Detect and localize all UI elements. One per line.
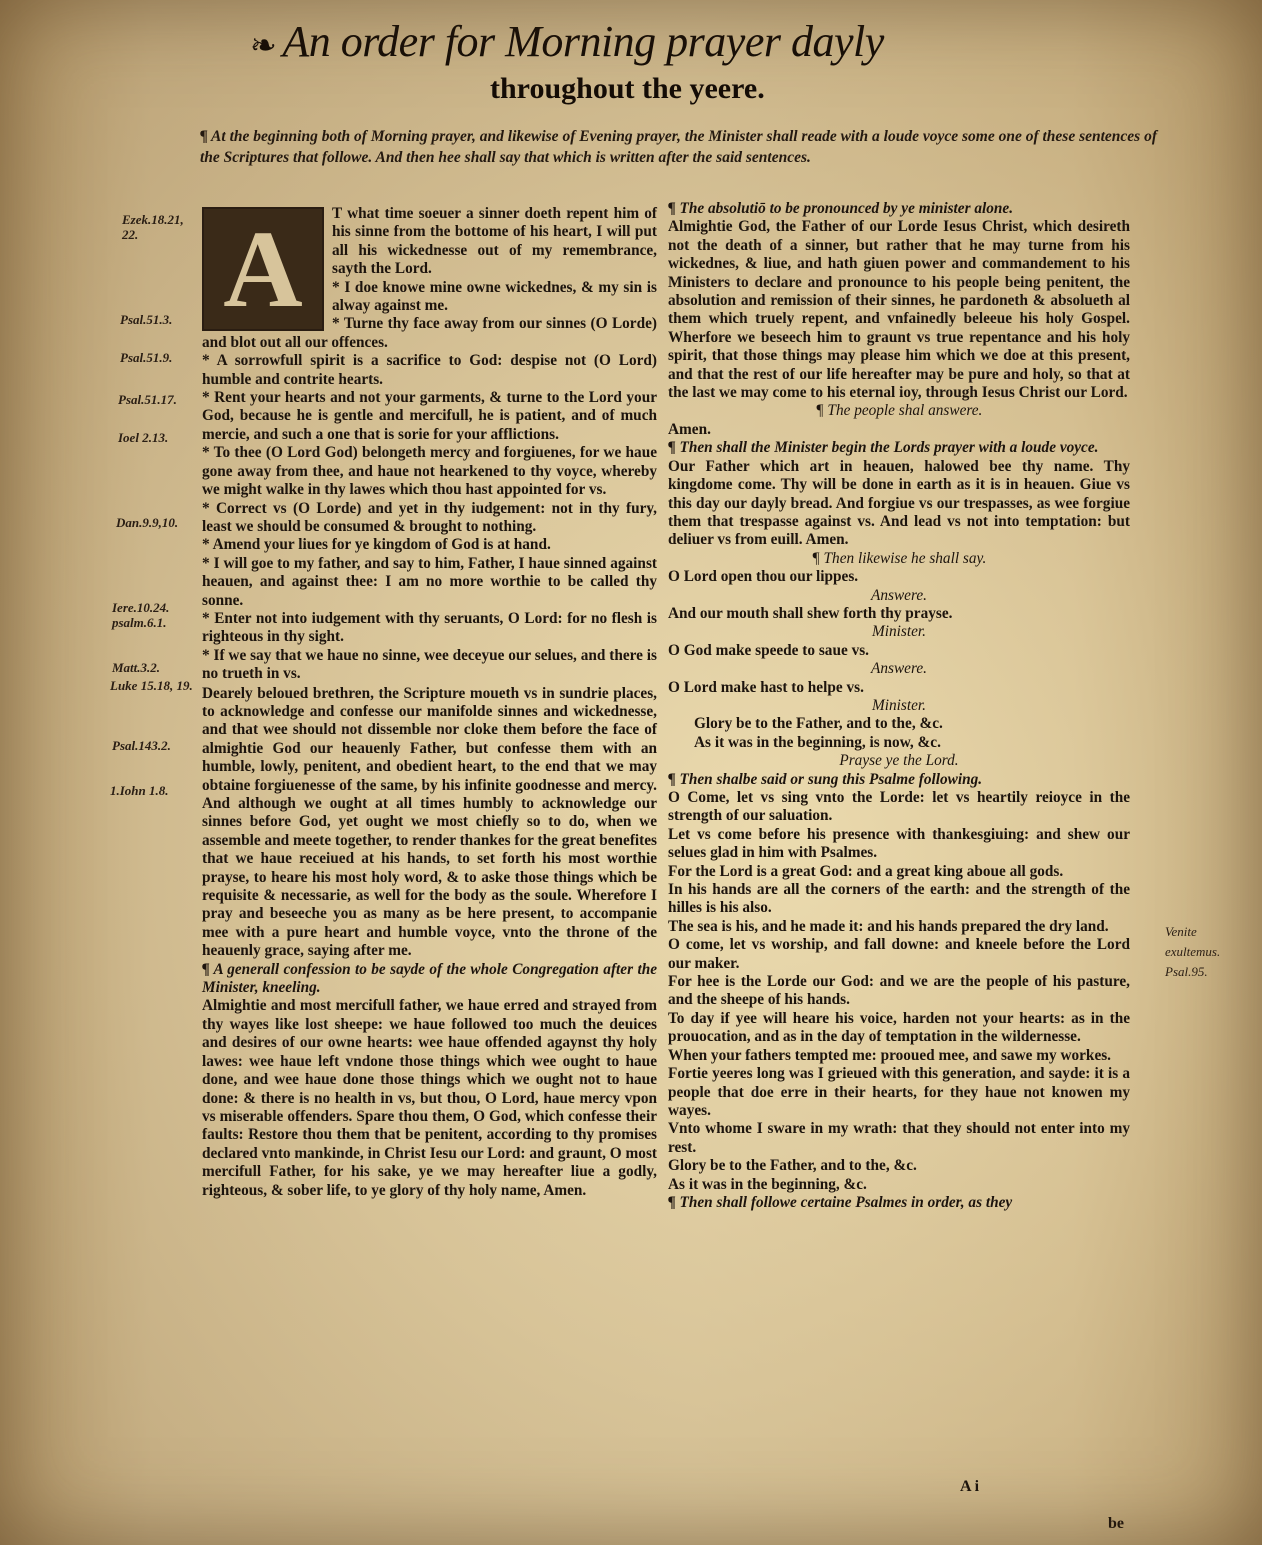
amen: Amen.	[668, 420, 711, 438]
psalm-verse: When your fathers tempted me: prooued mee, and sawe my workes.	[668, 1046, 1112, 1064]
margin-note: Psal.51.3.	[120, 312, 173, 327]
sentence: * I will goe to my father, and say to him, Father, I haue sinned against heauen, and against thee: I am no more worthie to be called thy sonne.	[202, 554, 657, 609]
page-title	[250, 16, 1150, 67]
psalm-verse: Vnto whome I sware in my wrath: that they should not enter into my rest.	[668, 1120, 1130, 1156]
versicle: O Lord make hast to helpe vs.	[668, 678, 864, 696]
praise: Prayse ye the Lord.	[839, 752, 959, 770]
margin-note: Psal.143.2.	[112, 738, 171, 753]
versicle-label: Answere.	[871, 660, 927, 678]
sentence: * Rent your hearts and not your garments, & turne to the Lord your God, because he is gentle and mercifull, he is patient, and of much mercie, and such a one that is sorie for your afflictions.	[202, 389, 657, 443]
absolution: Almightie God, the Father of our Lorde Iesus Christ, which desireth not the death of a sinner, but rather that he may turne from his wickednes, & liue, and hath giuen power and commandement to his Ministers to declare and pronounce to his people being penitent, the absolution and remission of their sinnes, he pardoneth & absolueth al them which truely repent, and vnfainedly beleeue his holy Gospel. Wherfore we beseech him to graunt vs true repentance and his holy spirit, that those things may please him which we doe at this present, and that the rest of our life hereafter may be pure and holy, so that at the last we may come to his eternal ioy, through Iesus Christ our Lord.	[668, 218, 1130, 402]
versicle: O Lord open thou our lippes.	[668, 568, 859, 586]
lords-prayer-rubric: ¶ Then shall the Minister begin the Lords prayer with a loude voyce.	[668, 439, 1099, 457]
psalm-verse: Let vs come before his presence with thankesgiuing: and shew our selues glad in him with Psalmes.	[668, 825, 1130, 862]
sentence: * A sorrowfull spirit is a sacrifice to God: despise not (O Lord) humble and contrite hearts.	[202, 352, 657, 388]
dropcap-ornament: A	[202, 207, 324, 331]
psalm-verse: O Come, let vs sing vnto the Lorde: let vs heartily reioyce in the strength of our saluation.	[668, 789, 1130, 825]
margin-note: Psal.51.17.	[118, 392, 177, 407]
sentence: * Enter not into iudgement with thy seruants, O Lord: for no flesh is righteous in thy sight.	[202, 609, 657, 646]
catchword: be	[1108, 1515, 1124, 1532]
exhortation: Dearely beloued brethren, the Scripture moueth vs in sundrie places, to acknowledge and confesse our manifolde sinnes and wickednesse, and that wee should not dissemble nor cloke them before the face of almightie God our heauenly Father, but confesse them with an humble, lowly, penitent, and obedient heart, to the end that we may obtaine forgiuenesse of the same, by his infinite goodnesse and mercy. And although we ought at all times humbly to acknowledge our sinnes before God, yet ought we most chiefly so to do, when we assemble and meete together, to render thankes for the great benefites that we haue receiued at his hands, to set forth his most worthie prayse, to heare his most holy word, & to aske those things which be requisite & necessarie, as well for the body as the soule. Wherefore I pray and beseeche you as many as be here present, to accompanie mee with a pure heart and humble voyce, vnto the throne of the heauenly grace, saying after me.	[202, 684, 658, 960]
psalm-verse: As it was in the beginning, &c.	[668, 1175, 867, 1193]
people-rubric: ¶ The people shal answere.	[815, 402, 983, 420]
psalm-verse: The sea is his, and he made it: and his hands prepared the dry land.	[668, 917, 1109, 935]
margin-note: 1.Iohn 1.8.	[110, 783, 169, 798]
psalm-verse: For the Lord is a great God: and a great king aboue all gods.	[668, 862, 1064, 880]
margin-note: Luke 15.18, 19.	[110, 678, 193, 693]
opening-rubric: ¶ At the beginning both of Morning prayer, and likewise of Evening prayer, the Minister shall reade with a loude voyce some one of these sentences of the Scriptures that followe. And then hee shall say that which is written after the said sentences.	[200, 128, 1158, 166]
margin-note: Ezek.18.21, 22.	[122, 212, 184, 242]
versicle: And our mouth shall shew forth thy prayse.	[668, 604, 953, 622]
page-subtitle: throughout the yeere.	[490, 72, 765, 105]
confession-rubric: ¶ A generall confession to be sayde of the whole Congregation after the Minister, kneeling.	[202, 960, 657, 997]
margin-note: Psal.51.9.	[120, 350, 173, 365]
final-rubric: ¶ Then shall followe certaine Psalmes in order, as they	[668, 1193, 1013, 1211]
ornament-icon: ❧	[250, 27, 277, 63]
title-text: An order for Morning prayer dayly	[282, 17, 884, 66]
versicle: O God make speede to saue vs.	[668, 641, 869, 659]
margin-note: Iere.10.24. psalm.6.1.	[112, 600, 170, 630]
psalm-margin-note: Venite exultemus. Psal.95.	[1165, 924, 1221, 979]
versicle-label: Minister.	[872, 623, 926, 641]
margin-note: Dan.9.9,10.	[116, 515, 179, 530]
sentence: * Turne thy face away from our sinnes (O Lorde) and blot out all our offences.	[202, 315, 657, 351]
margin-note: Ioel 2.13.	[118, 430, 169, 445]
gloria: Glory be to the Father, and to the, &c.	[694, 715, 943, 733]
as-it-was: As it was in the beginning, is now, &c.	[694, 733, 941, 751]
right-column	[668, 200, 1130, 1212]
sentence: * I doe knowe mine owne wickednes, & my sin is alway against me.	[332, 278, 657, 315]
signature-mark: A i	[960, 1478, 980, 1495]
sentence: T what time soeuer a sinner doeth repent him of his sinne from the bottome of his heart, I will put all his wickednesse out of my remembrance, sayth the Lord.	[332, 205, 657, 278]
left-column	[202, 205, 657, 1200]
versicle-label: Answere.	[871, 586, 927, 604]
psalm-verse: In his hands are all the corners of the earth: and the strength of the hilles is his also.	[668, 881, 1130, 917]
general-confession: Almightie and most mercifull father, we haue erred and strayed from thy wayes like lost sheepe: we haue followed too much the deuices and desires of our owne hearts: wee haue offended agaynst thy holy lawes: wee haue left vndone those things which wee ought to haue done, and wee haue done those things which we ought not to haue done: & there is no health in vs, but thou, O Lord, haue mercy vpon vs miserable offenders. Spare thou them, O God, which confesse their faults: Restore thou them that be penitent, according to thy promises declared vnto mankinde, in Christ Iesu our Lord: and graunt, O most mercifull Father, for his sake, ye we may hereafter liue a godly, righteous, & sober life, to ye glory of thy holy name, Amen.	[202, 997, 657, 1199]
absolution-rubric: ¶ The absolutiō to be pronounced by ye minister alone.	[668, 200, 1014, 217]
margin-note: Matt.3.2.	[112, 660, 161, 675]
likewise-rubric: ¶ Then likewise he shall say.	[811, 549, 987, 567]
psalm-verse: O come, let vs worship, and fall downe: and kneele before the Lord our maker.	[668, 936, 1130, 972]
psalm-verse: Fortie yeeres long was I grieued with this generation, and sayde: it is a people that doe erre in their hearts, for they haue not knowen my wayes.	[668, 1065, 1130, 1119]
psalm-verse: Glory be to the Father, and to the, &c.	[668, 1157, 917, 1175]
sentence: * Amend your liues for ye kingdom of God is at hand.	[202, 536, 551, 554]
psalm-verse: To day if yee will heare his voice, harden not your hearts: as in the prouocation, and as in the day of temptation in the wildernesse.	[668, 1009, 1130, 1046]
psalm-verse: For hee is the Lorde our God: and we are the people of his pasture, and the sheepe of his hands.	[668, 973, 1130, 1009]
sentence: * To thee (O Lord God) belongeth mercy and forgiuenes, for we haue gone away from thee, and haue not hearkened to thy voyce, whereby we might walke in thy lawes which thou hast appointed for vs.	[202, 444, 657, 499]
lords-prayer: Our Father which art in heauen, halowed bee thy name. Thy kingdome come. Thy will be done in earth as it is in heauen. Giue vs this day our dayly bread. And forgiue vs our trespasses, as wee forgiue them that trespasse against vs. And lead vs not into temptation: but deliuer vs from euill. Amen.	[668, 457, 1130, 549]
versicle-label: Minister.	[872, 696, 926, 714]
sentence: * If we say that we haue no sinne, wee deceyue our selues, and there is no trueth in vs.	[202, 646, 657, 683]
psalm-rubric: ¶ Then shalbe said or sung this Psalme following.	[668, 770, 983, 788]
sentence: * Correct vs (O Lorde) and yet in thy iudgement: not in thy fury, least we should be consumed & brought to nothing.	[202, 499, 657, 535]
